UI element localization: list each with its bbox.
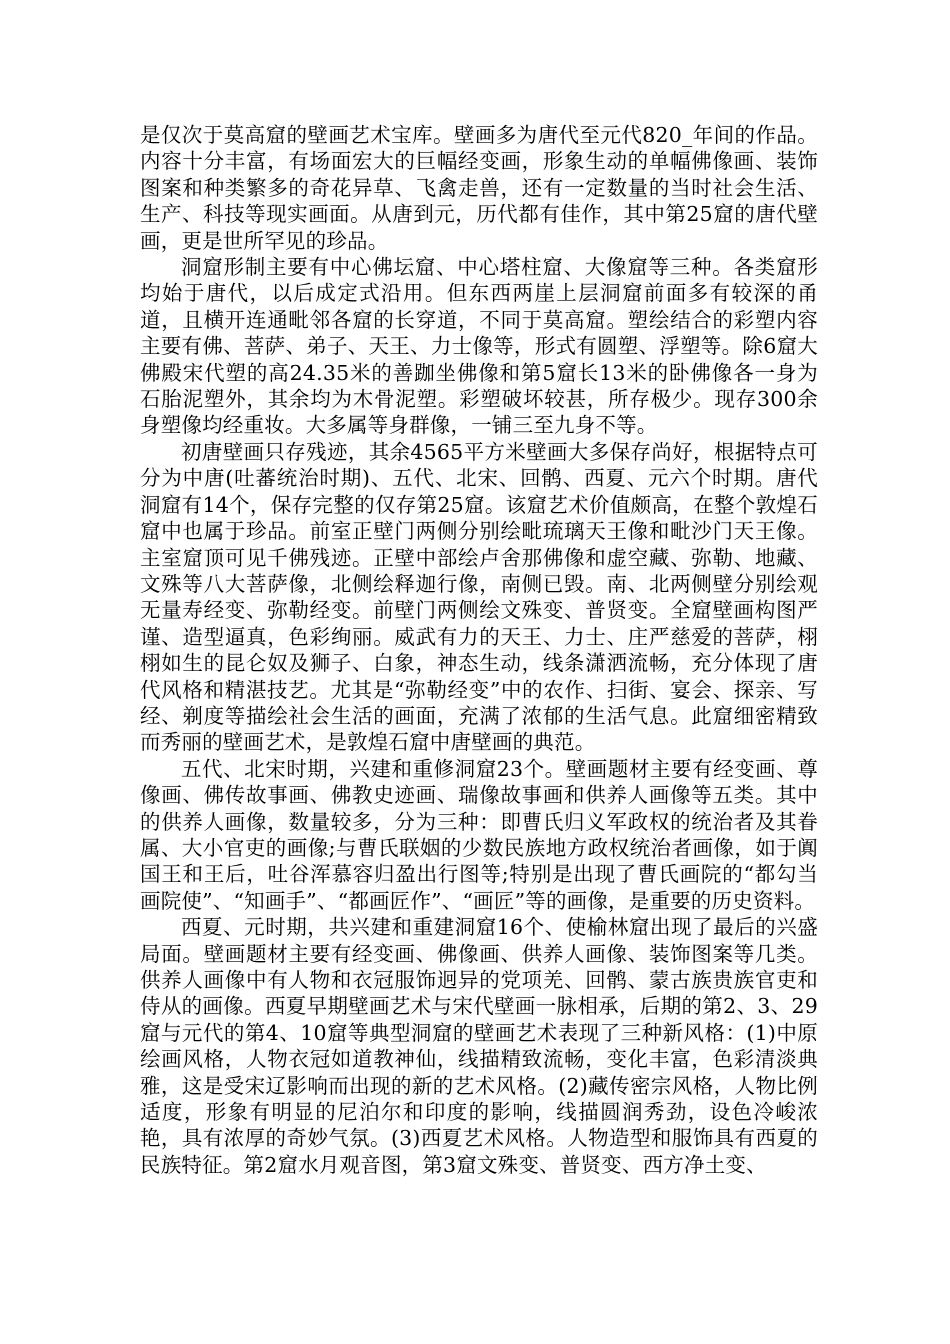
paragraph-continued: 是仅次于莫高窟的壁画艺术宝库。壁画多为唐代至元代820_年间的作品。内容十分丰富，有场面宏大的巨幅经变画，形象生动的单幅佛像画、装饰图案和种类繁多的奇花异草、飞禽走兽，还有一定数量的当时社会生活、生产、科技等现实画面。从唐到元，历代都有佳作，其中第25窟的唐代壁画，更是世所罕见的珍品。 [140, 123, 818, 253]
paragraph-cave-forms: 洞窟形制主要有中心佛坛窟、中心塔柱窟、大像窟等三种。各类窟形均始于唐代，以后成定式沿用。但东西两崖上层洞窟前面多有较深的甬道，且横开连通毗邻各窟的长穿道，不同于莫高窟。塑绘结合的彩塑内容主要有佛、菩萨、弟子、天王、力士像等，形式有圆塑、浮塑等。除6窟大佛殿宋代塑的高24.35米的善跏坐佛像和第5窟长13米的卧佛像各一身为石胎泥塑外，其余均为木骨泥塑。彩塑破坏较甚，所存极少。现存300余身塑像均经重妆。大多属等身群像，一铺三至九身不等。 [140, 255, 818, 438]
paragraph-five-dynasties: 五代、北宋时期，兴建和重修洞窟23个。壁画题材主要有经变画、尊像画、佛传故事画、佛教史迹画、瑞像故事画和供养人画像等五类。其中的供养人画像，数量较多，分为三种：即曹氏归义军政权的统治者及其眷属、大小官吏的画像;与曹氏联姻的少数民族地方政权统治者画像，如于阗国王和王后，吐谷浑慕容归盈出行图等;特别是出现了曹氏画院的“都勾当画院使”、“知画手”、“都画匠作”、“画匠”等的画像，是重要的历史资料。 [140, 756, 818, 913]
paragraph-western-xia-yuan: 西夏、元时期，共兴建和重建洞窟16个、使榆林窟出现了最后的兴盛局面。壁画题材主要有经变画、佛像画、供养人画像、装饰图案等几类。供养人画像中有人物和衣冠服饰迥异的党项羌、回鹘、蒙古族贵族官吏和侍从的画像。西夏早期壁画艺术与宋代壁画一脉相承，后期的第2、3、29窟与元代的第4、10窟等典型洞窟的壁画艺术表现了三种新风格：(1)中原绘画风格，人物衣冠如道教神仙，线描精致流畅，变化丰富，色彩清淡典雅，这是受宋辽影响而出现的新的艺术风格。(2)藏传密宗风格，人物比例适度，形象有明显的尼泊尔和印度的影响，线描圆润秀劲，设色冷峻浓艳，具有浓厚的奇妙气氛。(3)西夏艺术风格。人物造型和服饰具有西夏的民族特征。第2窟水月观音图，第3窟文殊变、普贤变、西方净土变、 [140, 915, 818, 1177]
paragraph-tang-murals: 初唐壁画只存残迹，其余4565平方米壁画大多保存尚好，根据特点可分为中唐(吐蕃统治时期)、五代、北宋、回鹘、西夏、元六个时期。唐代洞窟有14个，保存完整的仅存第25窟。该窟艺术价值颇高，在整个敦煌石窟中也属于珍品。前室正壁门两侧分别绘毗琉璃天王像和毗沙门天王像。主室窟顶可见千佛残迹。正壁中部绘卢舍那佛像和虚空藏、弥勒、地藏、文殊等八大菩萨像，北侧绘释迦行像，南侧已毁。南、北两侧壁分别绘观无量寿经变、弥勒经变。前壁门两侧绘文殊变、普贤变。全窟壁画构图严谨、造型逼真，色彩绚丽。威武有力的天王、力士、庄严慈爱的菩萨，栩栩如生的昆仑奴及狮子、白象，神态生动，线条潇洒流畅，充分体现了唐代风格和精湛技艺。尤其是“弥勒经变”中的农作、扫街、宴会、探亲、写经、剃度等描绘社会生活的画面，充满了浓郁的生活气息。此窟细密精致而秀丽的壁画艺术，是敦煌石窟中唐壁画的典范。 [140, 439, 818, 755]
document-body [140, 122, 818, 1178]
